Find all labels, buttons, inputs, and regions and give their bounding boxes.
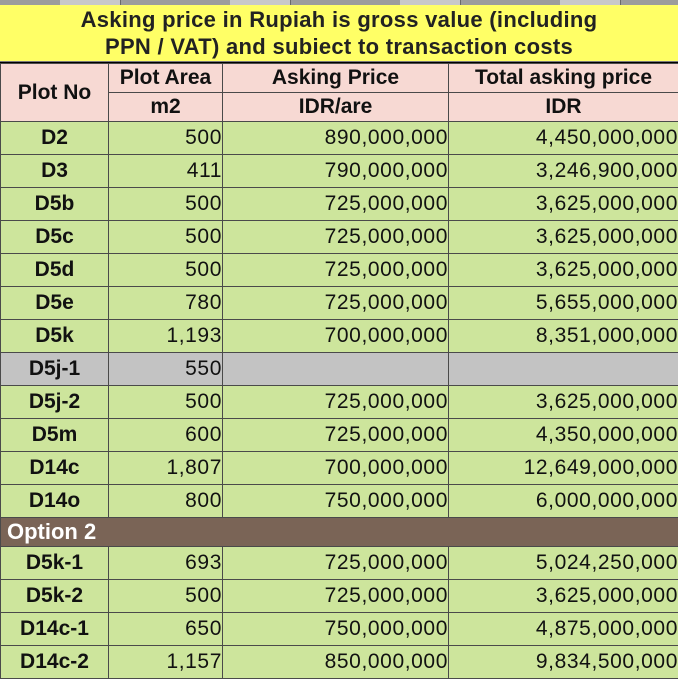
table-row (1, 485, 678, 518)
plot-cell[interactable]: D5k-2 (1, 580, 109, 613)
plot-cell[interactable]: D5m (1, 419, 109, 452)
header-total-price[interactable]: Total asking price (449, 64, 678, 93)
price-cell[interactable]: 750,000,000 (223, 485, 449, 518)
area-cell[interactable]: 550 (109, 353, 223, 386)
plot-cell[interactable]: D14o (1, 485, 109, 518)
total-cell[interactable]: 3,625,000,000 (449, 580, 678, 613)
price-cell[interactable]: 725,000,000 (223, 386, 449, 419)
table-row (1, 580, 678, 613)
header-plot-no[interactable]: Plot No (1, 64, 109, 122)
price-cell[interactable]: 725,000,000 (223, 254, 449, 287)
table-row (1, 452, 678, 485)
total-cell[interactable]: 3,625,000,000 (449, 221, 678, 254)
section-label[interactable]: Option 2 (1, 518, 678, 547)
area-cell[interactable]: 780 (109, 287, 223, 320)
table-row (1, 287, 678, 320)
total-cell[interactable]: 4,875,000,000 (449, 613, 678, 646)
area-cell[interactable]: 693 (109, 547, 223, 580)
area-cell[interactable]: 500 (109, 122, 223, 155)
area-cell[interactable]: 500 (109, 188, 223, 221)
table-row (1, 254, 678, 287)
total-cell[interactable]: 3,625,000,000 (449, 386, 678, 419)
total-cell[interactable]: 6,000,000,000 (449, 485, 678, 518)
price-cell[interactable]: 750,000,000 (223, 613, 449, 646)
plot-cell[interactable]: D5e (1, 287, 109, 320)
banner-line-1: Asking price in Rupiah is gross value (including (0, 6, 678, 33)
price-cell[interactable]: 725,000,000 (223, 287, 449, 320)
table-row (1, 188, 678, 221)
banner-line-2: PPN / VAT) and subiect to transaction costs (0, 33, 678, 60)
total-cell[interactable] (449, 353, 678, 386)
section-row (1, 518, 678, 547)
table-row (1, 155, 678, 188)
header-asking-price-unit[interactable]: IDR/are (223, 93, 449, 122)
plot-cell[interactable]: D5d (1, 254, 109, 287)
price-cell[interactable]: 700,000,000 (223, 452, 449, 485)
plot-cell[interactable]: D5b (1, 188, 109, 221)
table-row (1, 547, 678, 580)
plot-cell[interactable]: D5k-1 (1, 547, 109, 580)
area-cell[interactable]: 411 (109, 155, 223, 188)
price-cell[interactable]: 725,000,000 (223, 547, 449, 580)
price-cell[interactable]: 700,000,000 (223, 320, 449, 353)
total-cell[interactable]: 9,834,500,000 (449, 646, 678, 679)
area-cell[interactable]: 500 (109, 580, 223, 613)
plot-cell[interactable]: D14c-1 (1, 613, 109, 646)
table-row (1, 386, 678, 419)
table-row (1, 221, 678, 254)
table-row (1, 419, 678, 452)
area-cell[interactable]: 500 (109, 221, 223, 254)
price-cell[interactable]: 725,000,000 (223, 188, 449, 221)
area-cell[interactable]: 650 (109, 613, 223, 646)
total-cell[interactable]: 5,655,000,000 (449, 287, 678, 320)
header-total-price-unit[interactable]: IDR (449, 93, 678, 122)
plot-cell[interactable]: D5k (1, 320, 109, 353)
header-row (1, 64, 678, 93)
price-cell[interactable]: 725,000,000 (223, 221, 449, 254)
table-row (1, 613, 678, 646)
total-cell[interactable]: 3,625,000,000 (449, 254, 678, 287)
plot-cell[interactable]: D14c (1, 452, 109, 485)
total-cell[interactable]: 4,350,000,000 (449, 419, 678, 452)
total-cell[interactable]: 3,246,900,000 (449, 155, 678, 188)
header-plot-area[interactable]: Plot Area (109, 64, 223, 93)
price-cell[interactable] (223, 353, 449, 386)
total-cell[interactable]: 12,649,000,000 (449, 452, 678, 485)
plot-cell[interactable]: D5c (1, 221, 109, 254)
plot-cell[interactable]: D3 (1, 155, 109, 188)
total-cell[interactable]: 4,450,000,000 (449, 122, 678, 155)
total-cell[interactable]: 8,351,000,000 (449, 320, 678, 353)
price-note-banner (0, 5, 678, 62)
price-cell[interactable]: 890,000,000 (223, 122, 449, 155)
price-table (0, 63, 678, 679)
area-cell[interactable]: 1,193 (109, 320, 223, 353)
total-cell[interactable]: 5,024,250,000 (449, 547, 678, 580)
total-cell[interactable]: 3,625,000,000 (449, 188, 678, 221)
price-cell[interactable]: 725,000,000 (223, 580, 449, 613)
header-plot-area-unit[interactable]: m2 (109, 93, 223, 122)
plot-cell[interactable]: D14c-2 (1, 646, 109, 679)
price-cell[interactable]: 790,000,000 (223, 155, 449, 188)
area-cell[interactable]: 600 (109, 419, 223, 452)
table-row (1, 353, 678, 386)
price-cell[interactable]: 725,000,000 (223, 419, 449, 452)
plot-cell[interactable]: D2 (1, 122, 109, 155)
area-cell[interactable]: 1,157 (109, 646, 223, 679)
header-asking-price[interactable]: Asking Price (223, 64, 449, 93)
area-cell[interactable]: 800 (109, 485, 223, 518)
area-cell[interactable]: 500 (109, 254, 223, 287)
price-cell[interactable]: 850,000,000 (223, 646, 449, 679)
plot-cell[interactable]: D5j-1 (1, 353, 109, 386)
plot-cell[interactable]: D5j-2 (1, 386, 109, 419)
table-row (1, 320, 678, 353)
area-cell[interactable]: 1,807 (109, 452, 223, 485)
table-row (1, 122, 678, 155)
area-cell[interactable]: 500 (109, 386, 223, 419)
